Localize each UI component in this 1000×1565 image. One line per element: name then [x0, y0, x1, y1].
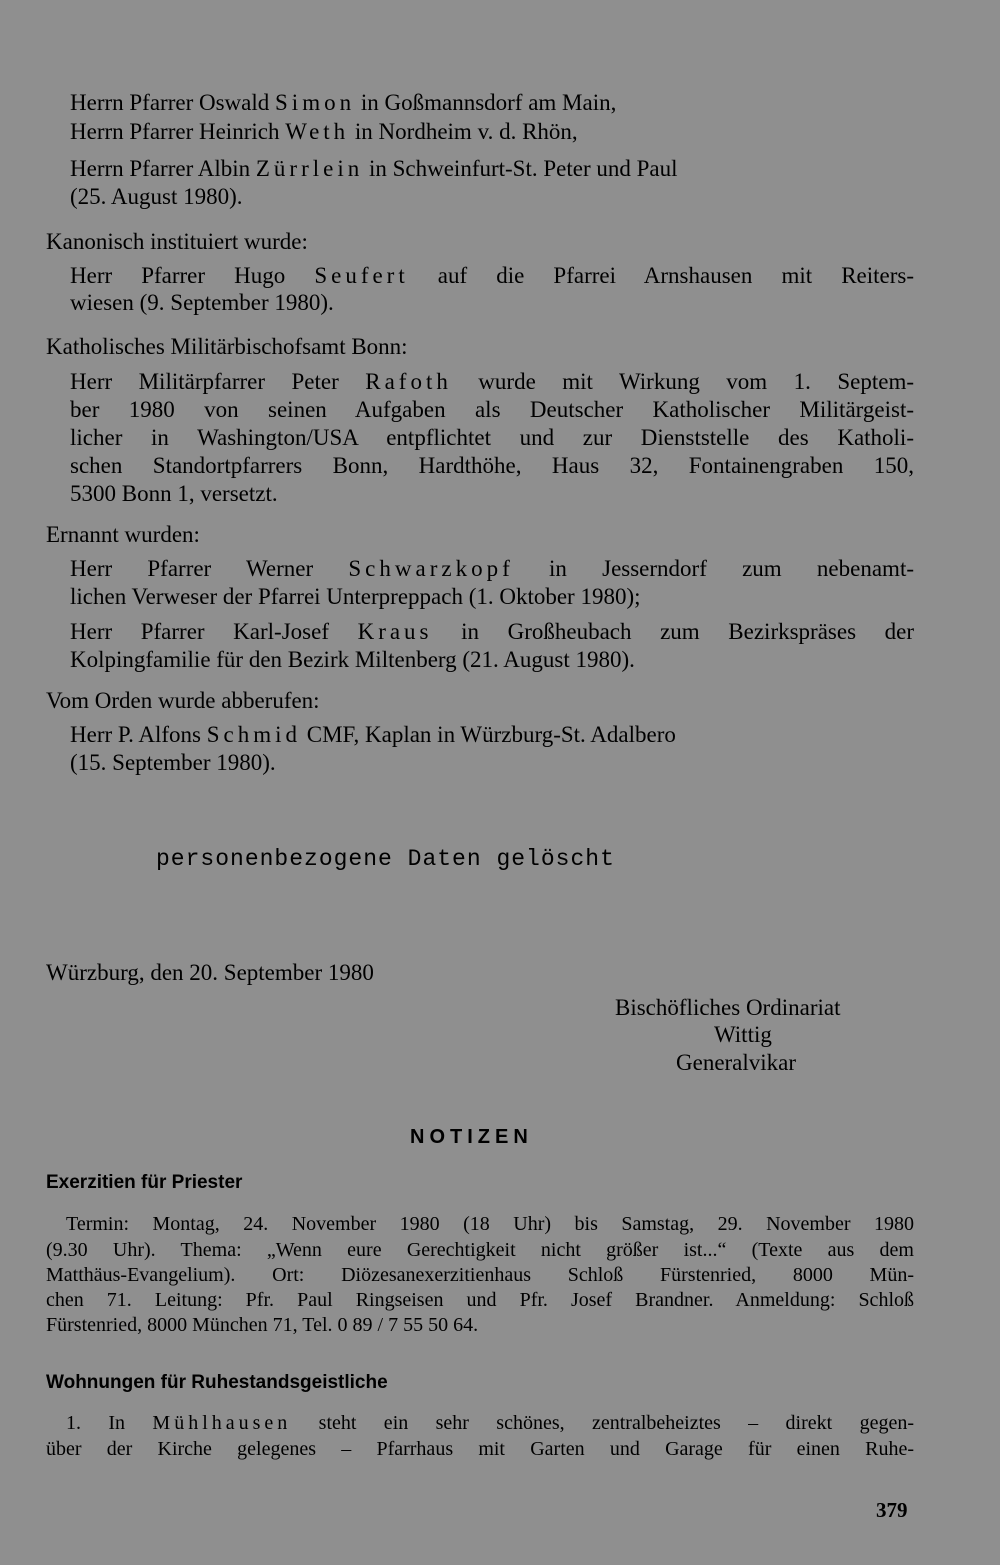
text-line [70, 262, 914, 290]
subsection-heading: Exerzitien für Priester [46, 1172, 243, 1193]
text-run: Herrn Pfarrer Oswald [70, 90, 276, 115]
text-line [70, 89, 616, 117]
text-run: Herr Pfarrer Karl-Josef [70, 619, 358, 644]
text-line: (25. August 1980). [70, 184, 243, 209]
text-line: schen Standortpfarrers Bonn, Hardthöhe, Haus 32, Fontainengraben 150, [70, 453, 914, 478]
text-line [70, 368, 914, 396]
text-run: auf die Pfarrei Arnshausen mit Reiters- [408, 263, 914, 288]
section-heading: Kanonisch instituiert wurde: [46, 229, 308, 254]
text-run: in Jesserndorf zum nebenamt- [513, 556, 914, 581]
text-line: 5300 Bonn 1, versetzt. [70, 481, 278, 506]
text-line: chen 71. Leitung: Pfr. Paul Ringseisen und Pfr. Josef Brandner. Anmeldung: Schloß [46, 1289, 914, 1311]
text-run: Herrn Pfarrer Albin [70, 156, 256, 181]
text-line: (15. September 1980). [70, 750, 276, 775]
section-heading: Vom Orden wurde abberufen: [46, 688, 320, 713]
signature-name: Wittig [714, 1022, 772, 1047]
person-surname: Rafoth [365, 369, 452, 394]
text-line: licher in Washington/USA entpflichtet und zur Dienststelle des Katholi- [70, 425, 914, 450]
text-line: über der Kirche gelegenes – Pfarrhaus mit Garten und Garage für einen Ruhe- [46, 1438, 914, 1460]
text-line [70, 118, 578, 146]
text-line: ber 1980 von seinen Aufgaben als Deutscher Katholischer Militärgeist- [70, 397, 914, 422]
text-run: Herr Pfarrer Werner [70, 556, 349, 581]
text-run: in Schweinfurt-St. Peter und Paul [363, 156, 678, 181]
person-surname: Kraus [357, 619, 433, 644]
text-run: wurde mit Wirkung vom 1. Septem- [451, 369, 914, 394]
person-surname: Weth [285, 119, 350, 144]
text-line [66, 1410, 914, 1436]
text-run: in Nordheim v. d. Rhön, [349, 119, 578, 144]
text-run: in Großheubach zum Bezirkspräses der [432, 619, 914, 644]
section-heading: Katholisches Militärbischofsamt Bonn: [46, 334, 408, 359]
person-surname: Seufert [314, 263, 409, 288]
page-number: 379 [876, 1498, 908, 1522]
text-line [70, 155, 678, 183]
text-run: CMF, Kaplan in Würzburg-St. Adalbero [301, 722, 676, 747]
text-run: Herr P. Alfons [70, 722, 207, 747]
text-line: wiesen (9. September 1980). [70, 290, 334, 315]
place-date: Würzburg, den 20. September 1980 [46, 960, 374, 985]
place-name: Mühlhausen [152, 1412, 292, 1434]
section-heading: Ernannt wurden: [46, 522, 200, 547]
redaction-note: personenbezogene Daten gelöscht [156, 846, 615, 872]
text-line: Termin: Montag, 24. November 1980 (18 Uhr) bis Samstag, 29. November 1980 [66, 1213, 914, 1235]
signature-office: Bischöfliches Ordinariat [615, 995, 841, 1020]
text-line [70, 618, 914, 646]
text-run: 1. In [66, 1412, 153, 1434]
text-line: Kolpingfamilie für den Bezirk Miltenberg (21. August 1980). [70, 647, 635, 672]
person-surname: Schwarzkopf [348, 556, 514, 581]
text-line [70, 555, 914, 583]
text-line: (9.30 Uhr). Thema: „Wenn eure Gerechtigkeit nicht größer ist...“ (Texte aus dem [46, 1239, 914, 1261]
text-run: Herr Militärpfarrer Peter [70, 369, 366, 394]
signature-title: Generalvikar [676, 1050, 797, 1075]
subsection-heading: Wohnungen für Ruhestandsgeistliche [46, 1372, 388, 1393]
text-line: lichen Verweser der Pfarrei Unterpreppach (1. Oktober 1980); [70, 584, 641, 609]
person-surname: Zürrlein [255, 156, 364, 181]
text-line: Fürstenried, 8000 München 71, Tel. 0 89 / 7 55 50 64. [46, 1314, 479, 1336]
text-run: Herrn Pfarrer Heinrich [70, 119, 286, 144]
person-surname: Simon [275, 90, 356, 115]
text-run: in Goßmannsdorf am Main, [355, 90, 617, 115]
section-title: NOTIZEN [410, 1126, 533, 1148]
text-run: steht ein sehr schönes, zentralbeheiztes – direkt gegen- [291, 1412, 914, 1434]
text-line [70, 721, 676, 749]
person-surname: Schmid [206, 722, 302, 747]
text-line: Matthäus-Evangelium). Ort: Diözesanexerzitienhaus Schloß Fürstenried, 8000 Mün- [46, 1264, 914, 1286]
text-run: Herr Pfarrer Hugo [70, 263, 315, 288]
